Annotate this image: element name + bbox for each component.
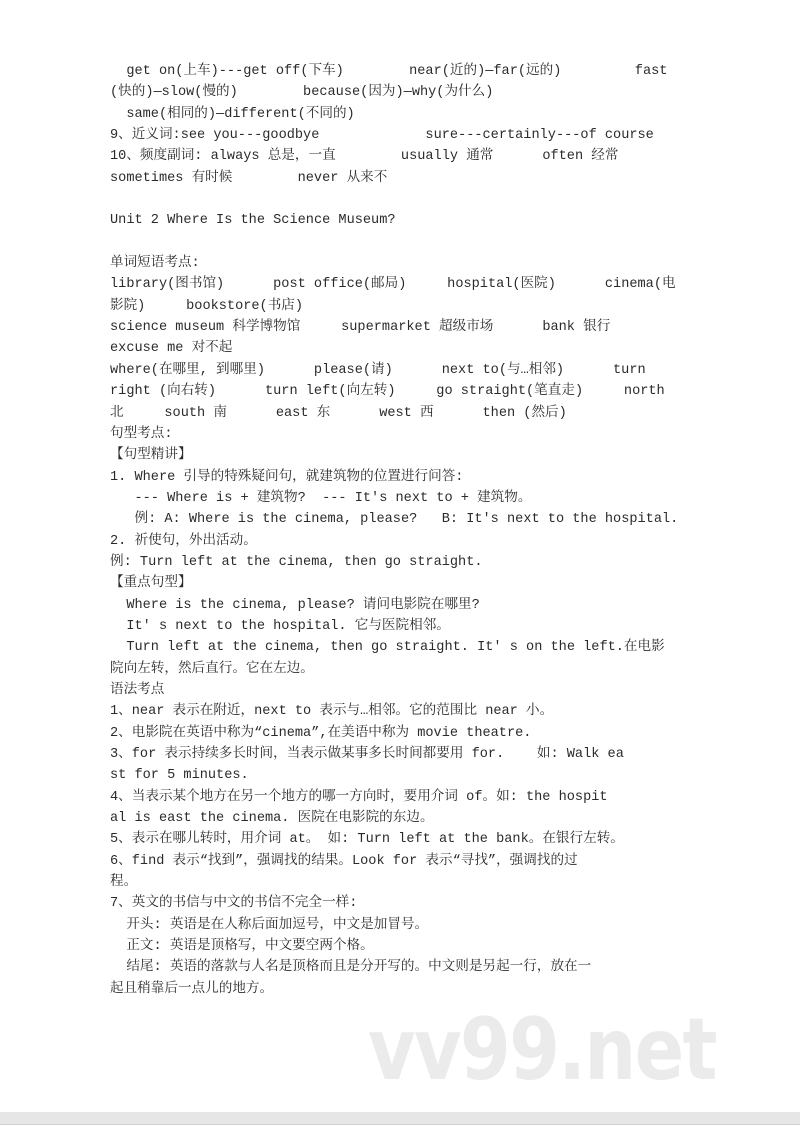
text-line: 结尾: 英语的落款与人名是顶格而且是分开写的。中文则是另起一行，放在一 (110, 960, 592, 976)
text-line: --- Where is + 建筑物? --- It's next to + 建筑物。 (110, 490, 532, 506)
text-line: Turn left at the cinema, then go straight. It' s on the left.在电影 (110, 640, 665, 656)
text-line: 例: Turn left at the cinema, then go straight. (110, 554, 483, 570)
text-line: 5、表示在哪儿转时，用介词 at。 如: Turn left at the bank。在银行左转。 (110, 832, 624, 848)
text-line: 语法考点 (110, 682, 165, 698)
text-line: excuse me 对不起 (110, 341, 233, 357)
blank-line (110, 189, 690, 210)
text-line: 正文: 英语是顶格写，中文要空两个格。 (110, 939, 374, 955)
text-line: 院向左转，然后直行。它在左边。 (110, 661, 314, 677)
text-line: 1. Where 引导的特殊疑问句，就建筑物的位置进行问答: (110, 469, 464, 485)
text-line: 2、电影院在英语中称为“cinema”,在美语中称为 movie theatre. (110, 725, 532, 741)
text-line: same(相同的)—different(不同的) (110, 106, 355, 122)
text-line: 例: A: Where is the cinema, please? B: It's next to the hospital. (110, 512, 679, 528)
text-line: 影院) bookstore(书店) (110, 298, 304, 314)
text-line: sometimes 有时候 never 从来不 (110, 170, 388, 186)
text-line: Where is the cinema, please? 请问电影院在哪里? (110, 597, 480, 613)
text-line: 4、当表示某个地方在另一个地方的哪一方向时，要用介词 of。如: the hospit (110, 789, 608, 805)
text-line: al is east the cinema. 医院在电影院的东边。 (110, 811, 434, 827)
text-line: 7、英文的书信与中文的书信不完全一样: (110, 896, 358, 912)
watermark: vv99.net (368, 1000, 716, 1100)
text-line: 【重点句型】 (110, 576, 192, 592)
text-line: 句型考点: (110, 426, 173, 442)
text-line: 开头: 英语是在人称后面加逗号，中文是加冒号。 (110, 917, 429, 933)
text-line: 6、find 表示“找到”，强调找的结果。Look for 表示“寻找”，强调找的过 (110, 853, 578, 869)
text-line: get on(上车)---get off(下车) near(近的)—far(远的) fast (110, 64, 668, 79)
text-line: right (向右转) turn left(向左转) go straight(笔直走) north (110, 384, 665, 400)
text-line: 1、near 表示在附近，next to 表示与…相邻。它的范围比 near 小。 (110, 704, 554, 720)
text-line: st for 5 minutes. (110, 768, 249, 784)
text-line: 9、近义词:see you---goodbye sure---certainly---of course (110, 128, 654, 144)
text-line: science museum 科学博物馆 supermarket 超级市场 bank 银行 (110, 320, 611, 336)
next-page-edge (0, 1124, 800, 1138)
text-line: Unit 2 Where Is the Science Museum? (110, 213, 396, 229)
blank-line (110, 232, 690, 253)
text-line: (快的)—slow(慢的) because(因为)—why(为什么) (110, 85, 494, 101)
text-line: 单词短语考点: (110, 256, 200, 272)
text-line: 北 south 南 east 东 west 西 then (然后) (110, 405, 567, 421)
text-line: library(图书馆) post office(邮局) hospital(医院) cinema(电 (110, 277, 676, 293)
text-line: 3、for 表示持续多长时间，当表示做某事多长时间都要用 for. 如: Walk ea (110, 747, 624, 762)
text-line: where(在哪里, 到哪里) please(请) next to(与…相邻) turn (110, 362, 646, 378)
text-line: 10、频度副词: always 总是，一直 usually 通常 often 经常 (110, 149, 619, 165)
document-body (110, 61, 690, 1000)
text-line: It' s next to the hospital. 它与医院相邻。 (110, 618, 450, 634)
text-line: 2. 祈使句，外出活动。 (110, 533, 257, 549)
text-line: 【句型精讲】 (110, 448, 192, 464)
text-line: 起且稍靠后一点儿的地方。 (110, 981, 274, 997)
text-line: 程。 (110, 875, 138, 891)
